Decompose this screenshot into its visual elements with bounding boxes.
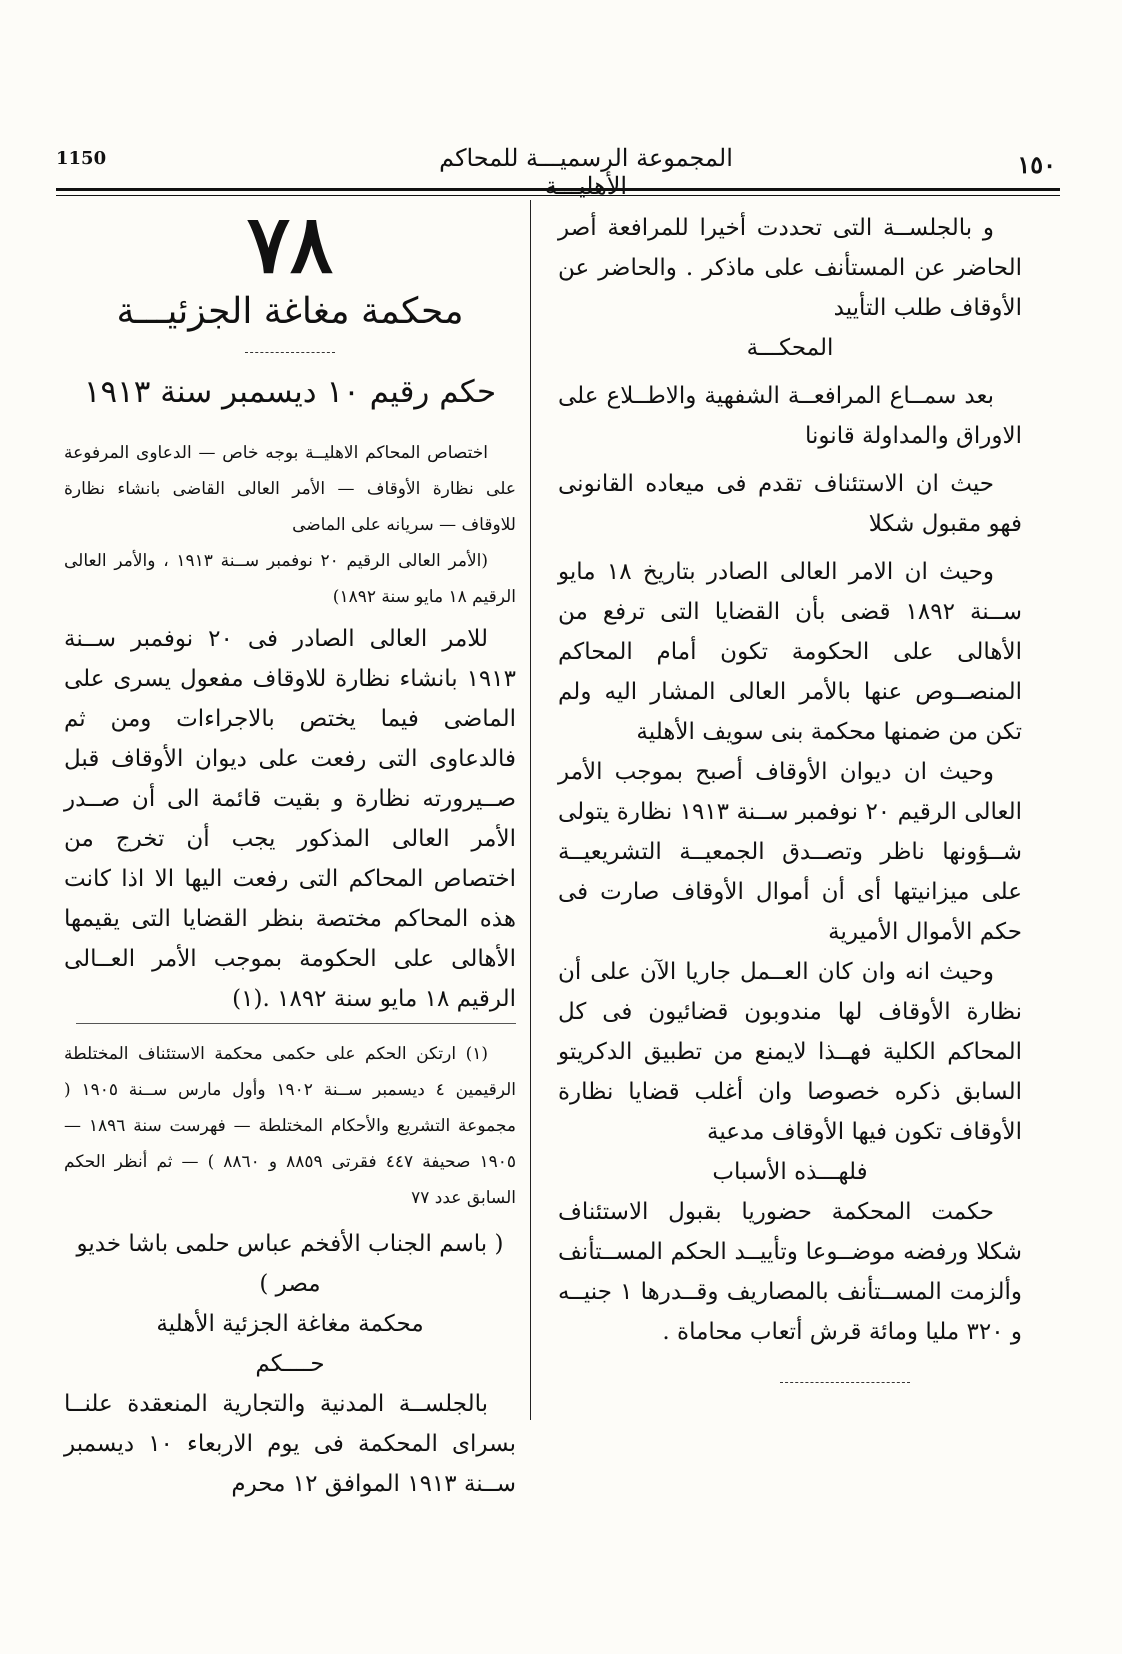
heading-reasons: فلهـــذه الأسباب <box>712 1159 868 1185</box>
case-number: ٧٨ <box>247 197 333 291</box>
header-rule-thin <box>56 195 1060 196</box>
court-name: محكمة مغاغة الجزئيـــة <box>116 291 464 332</box>
legal-references: (الأمر العالى الرقيم ٢٠ نوفمبر ســنة ١٩١٣ ، والأمر العالى الرقيم ١٨ مايو سنة ١٨٩٢) <box>64 551 516 607</box>
page-number-right: ١٥٠ <box>1017 150 1056 179</box>
section-rule <box>245 352 335 353</box>
paragraph-decree-1892: وحيث ان الامر العالى الصادر بتاريخ ١٨ مايو ســنة ١٨٩٢ قضى بأن القضايا التى ترفع من الأهالى على الحكومة تكون أمام المحاكم المنصــوص عنها بالأمر العالى المشار اليه ولم تكن من ضمنها محكمة بنى سويف الأهلية <box>558 559 1022 745</box>
footnote-rule <box>76 1023 516 1024</box>
paragraph-ruling: حكمت المحكمة حضوريا بقبول الاستئناف شكلا ورفضه موضــوعا وتأييــد الحكم المســتأنف وألزمت المســتأنف بالمصاريف وقــدرها ١ جنيــه و ٣٢٠ مليا ومائة قرش أتعاب محاماة . <box>558 1199 1022 1345</box>
running-title: المجموعة الرسميـــة للمحاكم الأهليـــة <box>439 144 733 200</box>
paragraph-admissibility: حيث ان الاستئناف تقدم فى ميعاده القانونى فهو مقبول شكلا <box>558 471 1022 537</box>
legal-principle: للامر العالى الصادر فى ٢٠ نوفمبر ســنة ١٩١٣ بانشاء نظارة للاوقاف مفعول يسرى على الماضى فيما يختص بالاجراءات ومن ثم فالدعاوى التى رفعت على ديوان الأوقاف قبل صــيرورته نظارة و بقيت قائمة الى أن صــدر الأمر العالى المذكور يجب أن تخرج من اختصاص المحاكم التى رفعت اليها الا اذا كانت هذه المحاكم مختصة بنظر القضايا التى يقيمها الأهالى على الحكومة بموجب الأمر العــالى الرقيم ١٨ مايو سنة ١٨٩٢ .(١) <box>64 626 516 1012</box>
heading-court: المحكـــة <box>746 335 834 361</box>
invocation: ( باسم الجناب الأفخم عباس حلمى باشا خديو مصر ) <box>76 1231 504 1297</box>
header-rule-thick <box>56 188 1060 191</box>
court-line: محكمة مغاغة الجزئية الأهلية <box>156 1311 424 1337</box>
paragraph-deliberation: بعد سمــاع المرافعــة الشفهية والاطــلاع على الاوراق والمداولة قانونا <box>558 383 1022 449</box>
end-rule <box>780 1382 910 1383</box>
column-divider <box>530 200 531 1420</box>
paragraph-representatives: وحيث انه وان كان العــمل جاريا الآن على أن نظارة الأوقاف لها مندوبون قضائيون فى كل المحاكم الكلية فهــذا لايمنع من تطبيق الدكريتو السابق ذكره خصوصا وان أغلب قضايا نظارة الأوقاف تكون فيها الأوقاف مدعية <box>558 959 1022 1145</box>
paragraph-waqf-ministry: وحيث ان ديوان الأوقاف أصبح بموجب الأمر العالى الرقيم ٢٠ نوفمبر ســنة ١٩١٣ نظارة يتولى شــؤونها ناظر وتصــدق الجمعيــة التشريعيــة على ميزانيتها أى أن أموال الأوقاف صارت فى حكم الأموال الأميرية <box>558 759 1022 945</box>
footnote: (١) ارتكن الحكم على حكمى محكمة الاستئناف المختلطة الرقيمين ٤ ديسمبر ســنة ١٩٠٢ وأول مارس ســنة ١٩٠٥ ( مجموعة التشريع والأحكام المختلطة — فهرست سنة ١٨٩٦ — ١٩٠٥ صحيفة ٤٤٧ فقرتى ٨٨٥٩ و ٨٨٦٠ ) — ثم أنظر الحكم السابق عدد ٧٧ <box>64 1044 517 1208</box>
left-column <box>64 197 517 1504</box>
page-number-left: 1150 <box>56 148 107 169</box>
case-summary: اختصاص المحاكم الاهليــة بوجه خاص — الدعاوى المرفوعة على نظارة الأوقاف — الأمر العالى القاضى بانشاء نظارة للاوقاف — سريانه على الماضى <box>64 443 516 535</box>
right-column <box>558 208 1022 1383</box>
session-text: بالجلســة المدنية والتجارية المنعقدة علنــا بسراى المحكمة فى يوم الاربعاء ١٠ ديسمبر ســنة ١٩١٣ الموافق ١٢ محرم <box>64 1391 516 1497</box>
paragraph-hearing: و بالجلســة التى تحددت أخيرا للمرافعة أصر الحاضر عن المستأنف على ماذكر . والحاضر عن الأوقاف طلب التأييد <box>558 215 1022 321</box>
ruling-heading: حــــكم <box>255 1351 325 1377</box>
judgment-title: حكم رقيم ١٠ ديسمبر سنة ١٩١٣ <box>83 374 497 410</box>
running-header <box>56 144 1056 200</box>
